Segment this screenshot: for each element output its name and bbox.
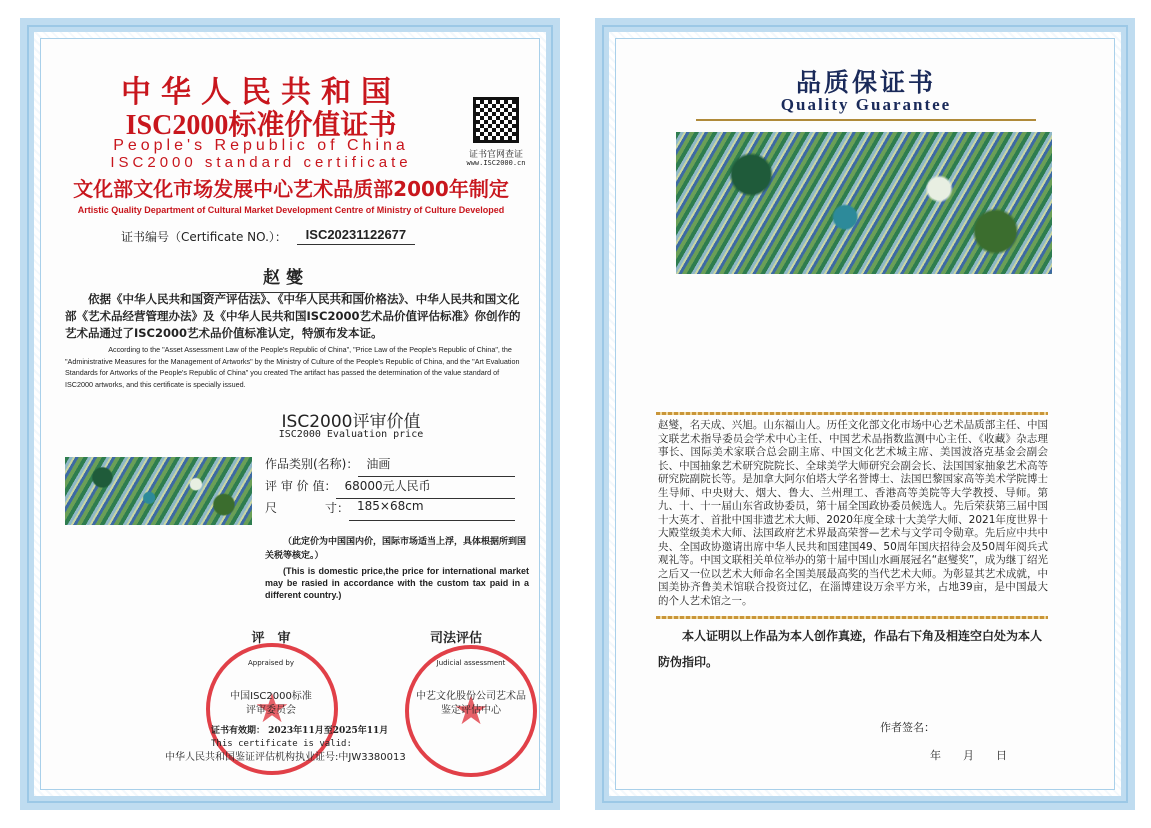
issuer-cn: 文化部文化市场发展中心艺术品质部2000年制定 [73, 177, 509, 201]
subtitle-cn: ISC2000标准价值证书 [125, 110, 397, 141]
field-label: 评 审 价 值： [265, 479, 337, 493]
authenticity-statement: 本人证明以上作品为本人创作真迹，作品右下角及相连空白处为本人防伪指印。 [658, 629, 1043, 669]
title-divider [696, 119, 1036, 121]
artwork-image [676, 132, 1052, 274]
qr-label: 证书官网查证 [468, 150, 523, 160]
signature-label[interactable]: 作者签名： [880, 721, 935, 734]
artist-name: 赵 燮 [201, 263, 365, 293]
basis-block [65, 291, 527, 390]
field-label: 尺 寸： [265, 501, 350, 515]
gold-divider-bottom [656, 616, 1048, 619]
price-notes [265, 535, 529, 601]
field-label: 作品类别(名称)： [265, 457, 359, 471]
stamp1-line2: 评审委员会 [246, 705, 296, 716]
field-price [265, 477, 515, 499]
basis-paragraph-cn: 依据《中华人民共和国资产评估法》、《中华人民共和国价格法》、中华人民共和国文化部《艺术品经营管理办法》及《中华人民共和国ISC2000艺术品价值评估标准》你创作的艺术品通过了ISC2000艺术品价值标准认定，特颁布发本证。 [65, 292, 521, 340]
date-label: 年 月 日 [930, 749, 1007, 762]
review-label: 评 审 [251, 631, 291, 646]
title-cn: 中华人民共和国 [121, 75, 401, 110]
stamp2-line2: 鉴定评估中心 [441, 705, 501, 716]
guarantee-title-en: Quality Guarantee [780, 95, 952, 114]
license-number: 中华人民共和国鉴证评估机构执业证号:中JW3380013 [165, 752, 406, 763]
field-value: 油画 [358, 455, 515, 477]
validity-en: This certificate is valid: [211, 739, 352, 749]
stamp2-en: Judicial assessment [436, 659, 506, 667]
title-en-2: ISC2000 standard certificate [110, 154, 412, 171]
guarantee-title-cn: 品质保证书 [795, 68, 936, 97]
artist-biography: 赵燮，名天成、兴旭。山东福山人。历任文化部文化市场中心艺术品质部主任、中国文联艺术指导委员会学术中心主任、中国艺术品指数监测中心主任、《收藏》杂志理事长、国际美术家联合总会副主席、中国文化艺术城主席、美国波洛克基金会副会长、中国抽象艺术研究院院长、全球美学大师研究会副会长、法国国家抽象艺术高等研究院副院长等。是加拿大阿尔伯塔大学名誉博士、法国巴黎国家高等美术学院博士生导师、中央财大、烟大、鲁大、兰州理工、香港高等美院等大学教授、导师。第九、十、十一届山东省政协委员，第十届全国政协委员候选人。先后荣获第三届中国十大英才、首批中国非遗艺术大师、2020年度全球十大美学大师、2021年度世界十大殿堂级美术大师、法国政府艺术界最高荣誉—艺术与文学司令勋章。先后应中共中央、全国政协邀请出席中华人民共和国建国49、50周年国庆招待会及50周年阅兵式观礼等。中国文联相关单位举办的第十届中国山水画展冠名“赵燮奖”，成为继丁绍光之后又一位以艺术大师命名全国美展最高奖的当代艺术大师。为彰显其艺术成就，中国美协齐鲁美术馆联合投资过亿，在淄博建设万余平方米，占地39亩，是中国最大的个人艺术馆之一。 [658, 419, 1048, 607]
evaluation-title: ISC2000评审价值 [281, 412, 421, 432]
price-note-en: (This is domestic price,the price for international market may be rasied in accordance with the custom tax paid in a different country.) [265, 566, 529, 600]
field-category [265, 455, 515, 477]
isc2000-certificate-page [20, 18, 560, 810]
title-en-1: People's Republic of China [113, 137, 409, 154]
certificate-body [40, 38, 540, 790]
gold-divider-top [656, 412, 1048, 415]
cert-no: ISC20231122677 [297, 227, 415, 245]
stamp1-en: Appraised by [248, 659, 294, 667]
field-size [265, 499, 515, 521]
qr-code-icon[interactable] [473, 97, 519, 143]
stamp2-line1: 中艺文化股份公司艺术品 [416, 691, 526, 702]
artwork-thumbnail [65, 457, 252, 525]
field-value: 185×68cm [349, 499, 515, 521]
validity-block [165, 725, 406, 765]
cert-no-label: 证书编号（Certificate NO.）： [121, 230, 287, 244]
issuer-en: Artistic Quality Department of Cultural Market Development Centre of Ministry of Culture Developed [77, 205, 505, 215]
judicial-label: 司法评估 [429, 631, 482, 646]
field-value: 68000元人民币 [336, 477, 515, 499]
quality-guarantee-page [595, 18, 1135, 810]
guarantee-body [615, 38, 1115, 790]
qr-url: www.ISC2000.cn [466, 159, 526, 167]
artwork-fields [265, 455, 515, 521]
basis-paragraph-en: According to the "Asset Assessment Law of the People's Republic of China", "Price Law of the People's Republic of China", the "Administrative Measures for the Management of Artworks" by the Ministry of Culture of the People's Republic of China, and the "Art Evaluation Standards for Artworks of the People's Republic of China" you created The artifact has passed the determination of the value standard of ISC2000 artworks, and this certificate is specially issued. [65, 345, 520, 389]
validity-period: 证书有效期： 2023年11月至2025年11月 [211, 726, 389, 736]
bio-and-statement [658, 419, 1048, 675]
cert-no-row [121, 227, 415, 245]
evaluation-subtitle: ISC2000 Evaluation price [278, 429, 424, 440]
stamp1-line1: 中国ISC2000标准 [230, 691, 312, 702]
price-note-cn: （此定价为中国国内价，国际市场适当上浮，具体根据所到国关税等核定。） [265, 537, 527, 561]
